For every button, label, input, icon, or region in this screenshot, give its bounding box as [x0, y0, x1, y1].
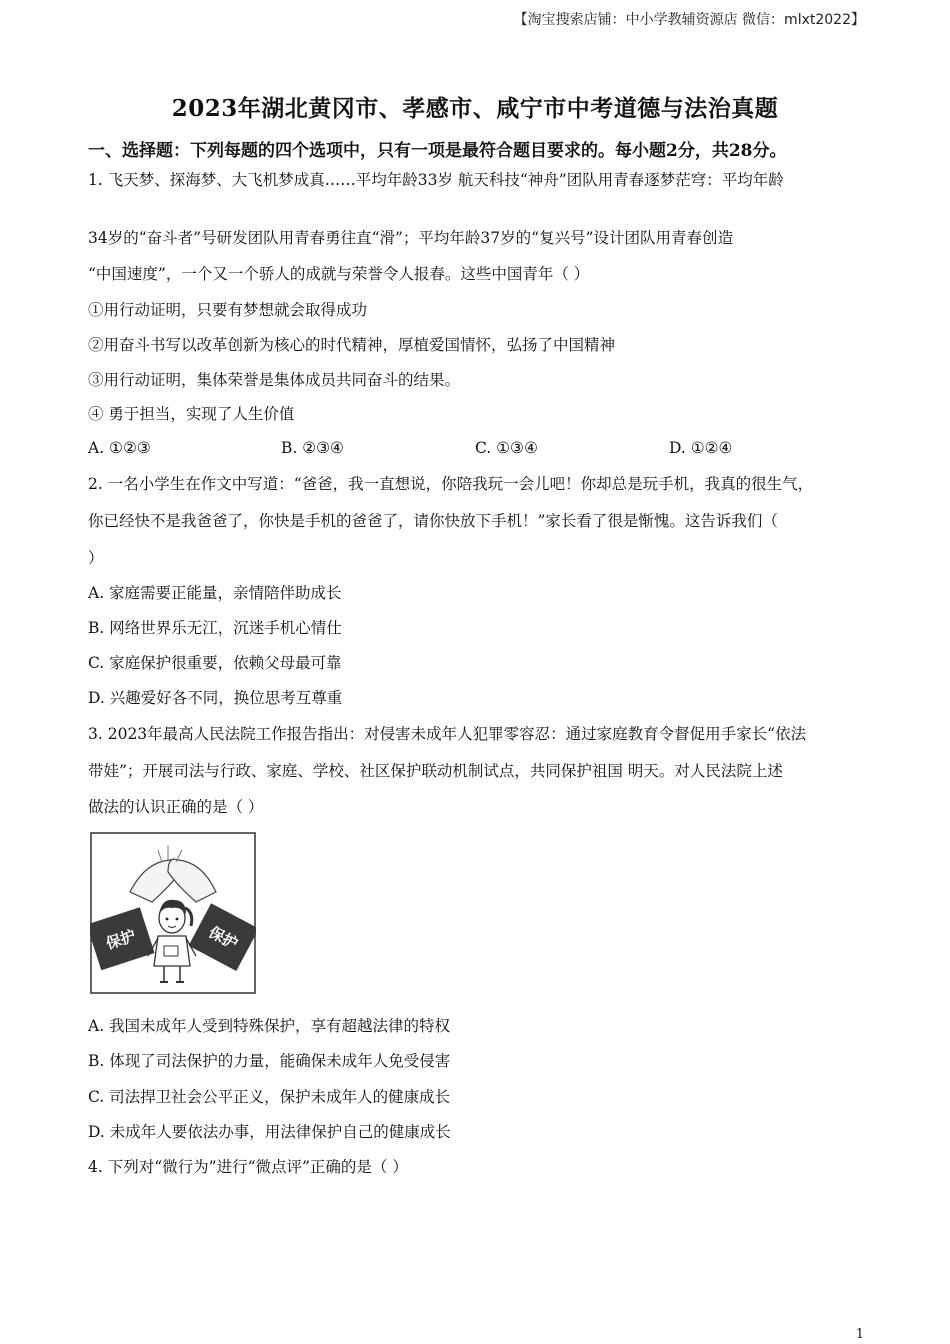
- section-heading: 一、选择题：下列每题的四个选项中，只有一项是最符合题目要求的。每小题2分，共28分。: [88, 141, 787, 161]
- svg-text:保护: 保护: [103, 926, 138, 953]
- q2-option-d: D. 兴趣爱好各不同，换位思考互尊重: [88, 689, 343, 707]
- svg-text:保护: 保护: [205, 923, 241, 954]
- q1-option-c: C. ①③④: [475, 439, 538, 457]
- q3-option-c: C. 司法捍卫社会公平正义，保护未成年人的健康成长: [88, 1088, 451, 1106]
- q1-stem-line-1: 1. 飞天梦、探海梦、大飞机梦成真……平均年龄33岁 航天科技“神舟”团队用青春逐梦茫穹：平均年龄: [88, 171, 784, 189]
- q4-stem: 4. 下列对“微行为”进行“微点评”正确的是（ ）: [88, 1158, 408, 1176]
- q1-statement-3: ③用行动证明，集体荣誉是集体成员共同奋斗的结果。: [88, 371, 461, 389]
- q3-option-a: A. 我国未成年人受到特殊保护，享有超越法律的特权: [88, 1017, 451, 1035]
- q1-statement-4: ④ 勇于担当，实现了人生价值: [88, 405, 295, 423]
- q3-stem-line-2: 带娃”；开展司法与行政、家庭、学校、社区保护联动机制试点，共同保护祖国 明天。对人民法院上述: [88, 762, 783, 780]
- q1-option-a: A. ①②③: [88, 439, 151, 457]
- q2-stem-line-1: 2. 一名小学生在作文中写道：“爸爸，我一直想说，你陪我玩一会儿吧！你却总是玩手机，我真的很生气，: [88, 475, 814, 493]
- header-note: 【淘宝搜索店铺：中小学教辅资源店 微信：mlxt2022】: [513, 12, 865, 28]
- q1-stem-line-3: “中国速度”，一个又一个骄人的成就与荣誉令人报春。这些中国青年（ ）: [88, 265, 590, 283]
- q1-statement-1: ①用行动证明，只要有梦想就会取得成功: [88, 301, 368, 319]
- q2-stem-line-3: ）: [88, 549, 104, 567]
- page-title: 2023年湖北黄冈市、孝感市、咸宁市中考道德与法治真题: [171, 95, 779, 122]
- page-number: 1: [855, 1327, 864, 1342]
- q1-option-d: D. ①②④: [669, 439, 733, 457]
- q2-stem-line-2: 你已经快不是我爸爸了，你快是手机的爸爸了，请你快放下手机！”家长看了很是惭愧。这告诉我们（: [88, 512, 778, 530]
- q3-illustration: [90, 832, 256, 994]
- q1-option-b: B. ②③④: [281, 439, 344, 457]
- q2-option-c: C. 家庭保护很重要，依赖父母最可靠: [88, 654, 342, 672]
- q3-option-b: B. 体现了司法保护的力量，能确保未成年人免受侵害: [88, 1052, 451, 1070]
- q1-stem-line-2: 34岁的“奋斗者”号研发团队用青春勇往直“滑”；平均年龄37岁的“复兴号”设计团队用青春创造: [88, 229, 733, 247]
- q2-option-b: B. 网络世界乐无江，沉迷手机心情仕: [88, 619, 342, 637]
- q1-statement-2: ②用奋斗书写以改革创新为核心的时代精神，厚植爱国情怀，弘扬了中国精神: [88, 336, 616, 354]
- q3-stem-line-3: 做法的认识正确的是（ ）: [88, 798, 264, 816]
- q3-stem-line-1: 3. 2023年最高人民法院工作报告指出：对侵害未成年人犯罪零容忍：通过家庭教育令督促用手家长“依法: [88, 725, 807, 743]
- q3-option-d: D. 未成年人要依法办事，用法律保护自己的健康成长: [88, 1123, 451, 1141]
- q2-option-a: A. 家庭需要正能量，亲情陪伴助成长: [88, 584, 342, 602]
